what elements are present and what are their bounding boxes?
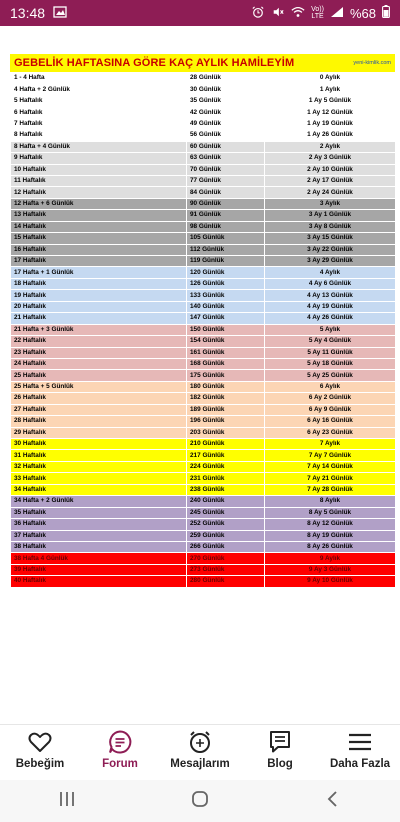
days-cell: 98 Günlük <box>187 221 265 232</box>
months-cell: 7 Ay 14 Günlük <box>265 461 396 472</box>
months-cell: 3 Ay 29 Günlük <box>265 256 396 267</box>
table-row <box>11 141 396 152</box>
back-icon <box>323 789 343 809</box>
week-cell: 8 Haftalık <box>11 130 187 141</box>
table-row <box>11 187 396 198</box>
table-row <box>11 576 396 587</box>
months-cell: 8 Ay 26 Günlük <box>265 541 396 552</box>
days-cell: 238 Günlük <box>187 484 265 495</box>
days-cell: 30 Günlük <box>187 84 265 95</box>
week-cell: 13 Haftalık <box>11 210 187 221</box>
week-cell: 30 Haftalık <box>11 439 187 450</box>
months-cell: 7 Ay 21 Günlük <box>265 473 396 484</box>
week-cell: 21 Hafta + 3 Günlük <box>11 324 187 335</box>
table-row <box>11 496 396 507</box>
week-cell: 25 Haftalık <box>11 370 187 381</box>
months-cell: 6 Aylık <box>265 381 396 392</box>
week-cell: 34 Hafta + 2 Günlük <box>11 496 187 507</box>
week-cell: 32 Haftalık <box>11 461 187 472</box>
months-cell: 1 Ay 12 Günlük <box>265 107 396 118</box>
months-cell: 8 Ay 12 Günlük <box>265 519 396 530</box>
table-row <box>11 233 396 244</box>
menu-icon <box>347 729 373 755</box>
months-cell: 9 Ay 3 Günlük <box>265 564 396 575</box>
months-cell: 4 Ay 6 Günlük <box>265 278 396 289</box>
week-cell: 28 Haftalık <box>11 416 187 427</box>
table-row <box>11 381 396 392</box>
months-cell: 6 Ay 9 Günlük <box>265 404 396 415</box>
months-cell: 4 Ay 26 Günlük <box>265 313 396 324</box>
table-row <box>11 210 396 221</box>
months-cell: 2 Ay 17 Günlük <box>265 175 396 186</box>
week-cell: 25 Hafta + 5 Günlük <box>11 381 187 392</box>
table-row <box>11 153 396 164</box>
table-row <box>11 164 396 175</box>
week-cell: 18 Haftalık <box>11 278 187 289</box>
days-cell: 28 Günlük <box>187 73 265 84</box>
table-row <box>11 358 396 369</box>
months-cell: 4 Aylık <box>265 267 396 278</box>
days-cell: 91 Günlük <box>187 210 265 221</box>
table-row <box>11 404 396 415</box>
week-cell: 6 Haftalık <box>11 107 187 118</box>
wifi-icon <box>291 6 305 21</box>
days-cell: 126 Günlük <box>187 278 265 289</box>
table-row <box>11 450 396 461</box>
months-cell: 2 Aylık <box>265 141 396 152</box>
blog-icon <box>267 729 293 755</box>
days-cell: 189 Günlük <box>187 404 265 415</box>
week-cell: 17 Haftalık <box>11 256 187 267</box>
week-cell: 16 Haftalık <box>11 244 187 255</box>
months-cell: 3 Ay 1 Günlük <box>265 210 396 221</box>
network-type: Vo)) LTE <box>311 6 324 20</box>
months-cell: 1 Ay 26 Günlük <box>265 130 396 141</box>
months-cell: 5 Ay 18 Günlük <box>265 358 396 369</box>
months-cell: 4 Ay 13 Günlük <box>265 290 396 301</box>
messages-icon <box>187 729 213 755</box>
table-row <box>11 427 396 438</box>
status-bar <box>0 0 400 26</box>
table-row <box>11 347 396 358</box>
week-cell: 15 Haftalık <box>11 233 187 244</box>
days-cell: 133 Günlük <box>187 290 265 301</box>
table-row <box>11 290 396 301</box>
days-cell: 35 Günlük <box>187 95 265 106</box>
week-cell: 12 Haftalık <box>11 187 187 198</box>
months-cell: 7 Aylık <box>265 439 396 450</box>
days-cell: 147 Günlük <box>187 313 265 324</box>
week-cell: 27 Haftalık <box>11 404 187 415</box>
months-cell: 8 Ay 5 Günlük <box>265 507 396 518</box>
months-cell: 8 Aylık <box>265 496 396 507</box>
mute-icon <box>271 6 285 21</box>
days-cell: 252 Günlük <box>187 519 265 530</box>
table-row <box>11 313 396 324</box>
chart-title-bar <box>10 54 395 72</box>
table-row <box>11 198 396 209</box>
back-button[interactable] <box>323 789 343 814</box>
days-cell: 280 Günlük <box>187 576 265 587</box>
nav-item-blog[interactable] <box>240 725 320 781</box>
week-cell: 34 Haftalık <box>11 484 187 495</box>
table-row <box>11 541 396 552</box>
days-cell: 120 Günlük <box>187 267 265 278</box>
table-row <box>11 336 396 347</box>
months-cell: 6 Ay 2 Günlük <box>265 393 396 404</box>
days-cell: 217 Günlük <box>187 450 265 461</box>
days-cell: 77 Günlük <box>187 175 265 186</box>
table-row <box>11 130 396 141</box>
days-cell: 266 Günlük <box>187 541 265 552</box>
months-cell: 3 Ay 8 Günlük <box>265 221 396 232</box>
days-cell: 105 Günlük <box>187 233 265 244</box>
nav-label: Daha Fazla <box>329 758 391 770</box>
forum-icon <box>107 729 133 755</box>
table-row <box>11 107 396 118</box>
days-cell: 196 Günlük <box>187 416 265 427</box>
week-cell: 37 Haftalık <box>11 530 187 541</box>
nav-item-daha-fazla[interactable] <box>320 725 400 781</box>
days-cell: 150 Günlük <box>187 324 265 335</box>
days-cell: 119 Günlük <box>187 256 265 267</box>
week-cell: 5 Haftalık <box>11 95 187 106</box>
bottom-nav <box>0 724 400 781</box>
week-cell: 14 Haftalık <box>11 221 187 232</box>
system-nav-bar <box>0 780 400 822</box>
table-row <box>11 118 396 129</box>
days-cell: 84 Günlük <box>187 187 265 198</box>
table-row <box>11 519 396 530</box>
months-cell: 1 Ay 5 Günlük <box>265 95 396 106</box>
table-row <box>11 244 396 255</box>
week-cell: 4 Hafta + 2 Günlük <box>11 84 187 95</box>
content-area[interactable] <box>0 26 400 724</box>
months-cell: 5 Ay 25 Günlük <box>265 370 396 381</box>
nav-label: Bebeğim <box>15 758 65 770</box>
table-row <box>11 267 396 278</box>
week-cell: 12 Hafta + 6 Günlük <box>11 198 187 209</box>
table-row <box>11 393 396 404</box>
days-cell: 182 Günlük <box>187 393 265 404</box>
months-cell: 8 Ay 19 Günlük <box>265 530 396 541</box>
chart-title: GEBELİK HAFTASINA GÖRE KAÇ AYLIK HAMİLEYİM <box>14 57 295 69</box>
days-cell: 210 Günlük <box>187 439 265 450</box>
battery-text: %68 <box>349 5 376 21</box>
table-row <box>11 278 396 289</box>
status-time: 13:48 <box>10 5 46 21</box>
home-button[interactable] <box>190 789 210 814</box>
week-cell: 21 Haftalık <box>11 313 187 324</box>
nav-item-forum[interactable] <box>80 725 160 781</box>
days-cell: 240 Günlük <box>187 496 265 507</box>
table-row <box>11 84 396 95</box>
days-cell: 63 Günlük <box>187 153 265 164</box>
months-cell: 3 Ay 15 Günlük <box>265 233 396 244</box>
table-row <box>11 175 396 186</box>
table-row <box>11 484 396 495</box>
months-cell: 9 Ay 10 Günlük <box>265 576 396 587</box>
months-cell: 3 Ay 22 Günlük <box>265 244 396 255</box>
table-row <box>11 256 396 267</box>
days-cell: 42 Günlük <box>187 107 265 118</box>
days-cell: 245 Günlük <box>187 507 265 518</box>
pregnancy-chart-image <box>10 54 395 588</box>
days-cell: 112 Günlük <box>187 244 265 255</box>
recent-apps-button[interactable] <box>57 789 77 814</box>
days-cell: 231 Günlük <box>187 473 265 484</box>
table-row <box>11 439 396 450</box>
days-cell: 175 Günlük <box>187 370 265 381</box>
days-cell: 56 Günlük <box>187 130 265 141</box>
table-row <box>11 507 396 518</box>
nav-item-mesajlarim[interactable] <box>160 725 240 781</box>
months-cell: 7 Ay 28 Günlük <box>265 484 396 495</box>
table-row <box>11 221 396 232</box>
week-cell: 8 Hafta + 4 Günlük <box>11 141 187 152</box>
week-cell: 31 Haftalık <box>11 450 187 461</box>
week-cell: 24 Haftalık <box>11 358 187 369</box>
table-row <box>11 301 396 312</box>
days-cell: 168 Günlük <box>187 358 265 369</box>
days-cell: 90 Günlük <box>187 198 265 209</box>
week-cell: 26 Haftalık <box>11 393 187 404</box>
months-cell: 2 Ay 10 Günlük <box>265 164 396 175</box>
table-row <box>11 553 396 564</box>
days-cell: 224 Günlük <box>187 461 265 472</box>
week-cell: 40 Haftalık <box>11 576 187 587</box>
months-cell: 1 Ay 19 Günlük <box>265 118 396 129</box>
week-cell: 9 Haftalık <box>11 153 187 164</box>
recent-apps-icon <box>57 789 77 809</box>
table-row <box>11 95 396 106</box>
months-cell: 0 Aylık <box>265 73 396 84</box>
week-cell: 36 Haftalık <box>11 519 187 530</box>
days-cell: 161 Günlük <box>187 347 265 358</box>
table-row <box>11 416 396 427</box>
table-row <box>11 473 396 484</box>
table-row <box>11 564 396 575</box>
week-cell: 7 Haftalık <box>11 118 187 129</box>
months-cell: 1 Aylık <box>265 84 396 95</box>
days-cell: 60 Günlük <box>187 141 265 152</box>
week-cell: 17 Hafta + 1 Günlük <box>11 267 187 278</box>
days-cell: 270 Günlük <box>187 553 265 564</box>
days-cell: 154 Günlük <box>187 336 265 347</box>
week-cell: 38 Hafta 4 Günlük <box>11 553 187 564</box>
week-cell: 1 - 4 Hafta <box>11 73 187 84</box>
alarm-icon <box>251 6 265 21</box>
signal-icon <box>330 6 344 21</box>
months-cell: 6 Ay 23 Günlük <box>265 427 396 438</box>
table-row <box>11 370 396 381</box>
home-icon <box>190 789 210 809</box>
months-cell: 5 Aylık <box>265 324 396 335</box>
table-row <box>11 73 396 84</box>
heart-icon <box>27 729 53 755</box>
nav-label: Blog <box>267 758 293 770</box>
nav-label: Mesajlarım <box>170 758 230 770</box>
week-cell: 35 Haftalık <box>11 507 187 518</box>
months-cell: 6 Ay 16 Günlük <box>265 416 396 427</box>
week-cell: 10 Haftalık <box>11 164 187 175</box>
gallery-icon <box>53 5 67 21</box>
table-row <box>11 461 396 472</box>
pregnancy-table <box>10 72 396 588</box>
months-cell: 2 Ay 3 Günlük <box>265 153 396 164</box>
week-cell: 11 Haftalık <box>11 175 187 186</box>
days-cell: 49 Günlük <box>187 118 265 129</box>
days-cell: 203 Günlük <box>187 427 265 438</box>
week-cell: 20 Haftalık <box>11 301 187 312</box>
chart-source: yeni-kimlik.com <box>353 60 391 66</box>
table-row <box>11 324 396 335</box>
week-cell: 23 Haftalık <box>11 347 187 358</box>
week-cell: 22 Haftalık <box>11 336 187 347</box>
week-cell: 29 Haftalık <box>11 427 187 438</box>
months-cell: 4 Ay 19 Günlük <box>265 301 396 312</box>
nav-item-bebegim[interactable] <box>0 725 80 781</box>
nav-label: Forum <box>102 758 138 770</box>
battery-icon <box>382 5 390 21</box>
days-cell: 140 Günlük <box>187 301 265 312</box>
days-cell: 180 Günlük <box>187 381 265 392</box>
days-cell: 273 Günlük <box>187 564 265 575</box>
months-cell: 7 Ay 7 Günlük <box>265 450 396 461</box>
week-cell: 33 Haftalık <box>11 473 187 484</box>
months-cell: 5 Ay 11 Günlük <box>265 347 396 358</box>
months-cell: 3 Aylık <box>265 198 396 209</box>
days-cell: 70 Günlük <box>187 164 265 175</box>
table-row <box>11 530 396 541</box>
months-cell: 2 Ay 24 Günlük <box>265 187 396 198</box>
days-cell: 259 Günlük <box>187 530 265 541</box>
months-cell: 9 Aylık <box>265 553 396 564</box>
week-cell: 39 Haftalık <box>11 564 187 575</box>
week-cell: 19 Haftalık <box>11 290 187 301</box>
months-cell: 5 Ay 4 Günlük <box>265 336 396 347</box>
week-cell: 38 Haftalık <box>11 541 187 552</box>
